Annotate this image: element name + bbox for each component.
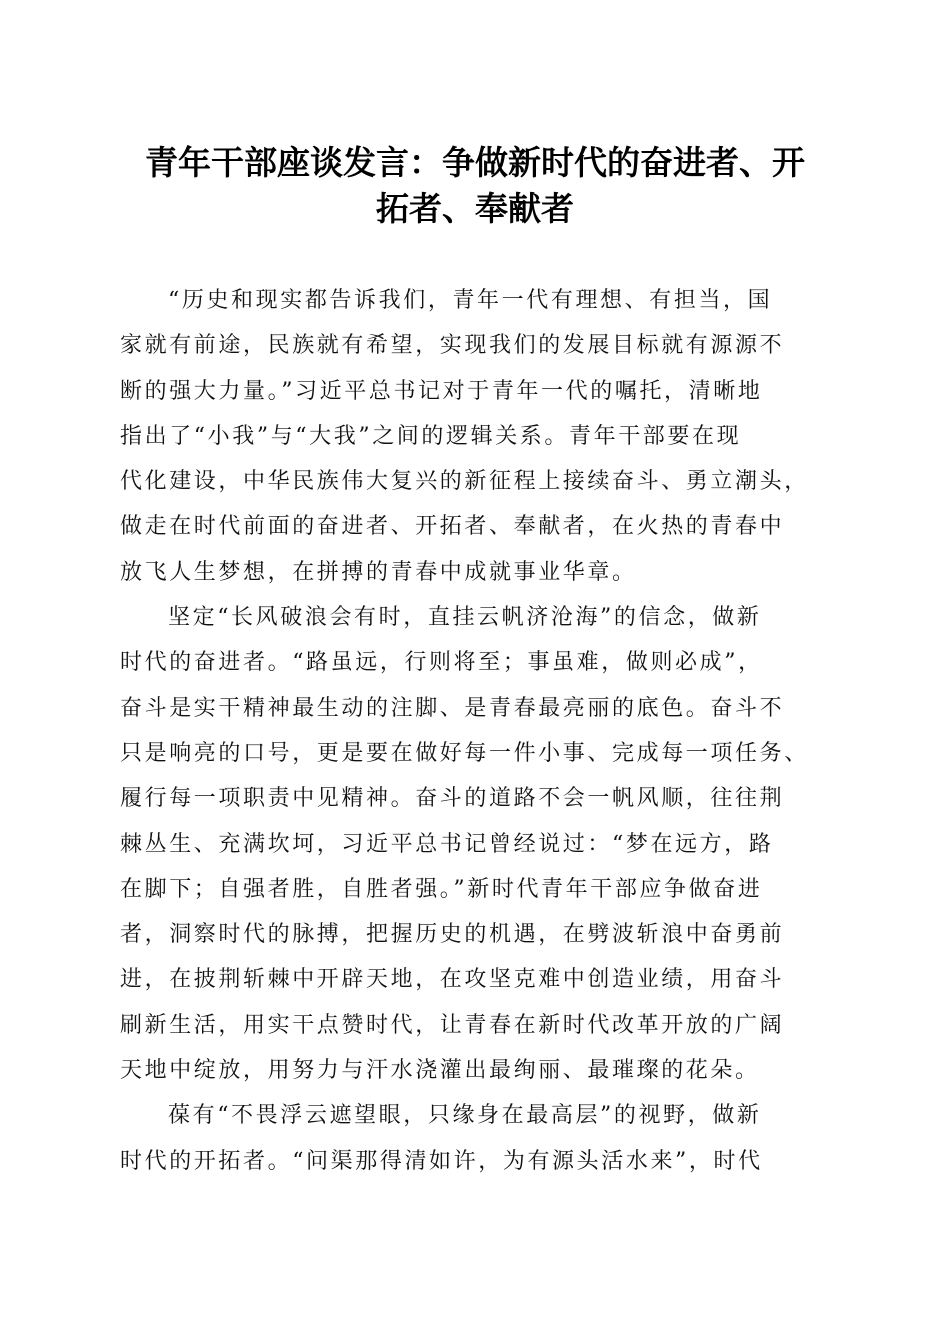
paragraph-line: 奋斗是实干精神最生动的注脚、是青春最亮丽的底色。奋斗不 — [120, 695, 785, 721]
paragraph-line: 家就有前途，民族就有希望，实现我们的发展目标就有源源不 — [120, 333, 785, 359]
paragraph-line: 时代的开拓者。“问渠那得清如许，为有源头活水来”，时代 — [120, 1148, 763, 1174]
paragraph-line: 者，洞察时代的脉搏，把握历史的机遇，在劈波斩浪中奋勇前 — [120, 922, 785, 948]
paragraph-line: 刷新生活，用实干点赞时代，让青春在新时代改革开放的广阔 — [120, 1012, 785, 1038]
document-title — [110, 140, 840, 232]
paragraph-3 — [120, 1093, 830, 1184]
paragraph-line: “历史和现实都告诉我们，青年一代有理想、有担当，国 — [168, 288, 773, 313]
paragraph-line: 时代的奋进者。“路虽远，行则将至；事虽难，做则必成”， — [120, 650, 763, 676]
paragraph-line: 放飞人生梦想，在拼搏的青春中成就事业华章。 — [120, 559, 637, 585]
paragraph-line: 断的强大力量。”习近平总书记对于青年一代的嘱托，清晰地 — [120, 378, 763, 404]
paragraph-line: 在脚下；自强者胜，自胜者强。”新时代青年干部应争做奋进 — [120, 876, 763, 902]
paragraph-line: 代化建设，中华民族伟大复兴的新征程上接续奋斗、勇立潮头， — [120, 469, 809, 495]
paragraph-line: 指出了“小我”与“大我”之间的逻辑关系。青年干部要在现 — [120, 423, 742, 449]
paragraph-line: 进，在披荆斩棘中开辟天地，在攻坚克难中创造业绩，用奋斗 — [120, 967, 785, 993]
paragraph-line: 天地中绽放，用努力与汗水浇灌出最绚丽、最璀璨的花朵。 — [120, 1058, 760, 1084]
paragraph-1 — [120, 278, 830, 595]
paragraph-line: 履行每一项职责中见精神。奋斗的道路不会一帆风顺，往往荆 — [120, 786, 785, 812]
title-line: 拓者、奉献者 — [376, 189, 574, 228]
paragraph-2 — [120, 595, 830, 1093]
paragraph-line: 葆有“不畏浮云遮望眼，只缘身在最高层”的视野，做新 — [168, 1103, 762, 1129]
title-line: 青年干部座谈发言：争做新时代的奋进者、开 — [145, 143, 805, 182]
paragraph-line: 做走在时代前面的奋进者、开拓者、奉献者，在火热的青春中 — [120, 514, 785, 540]
document-body — [120, 278, 830, 1184]
paragraph-line: 只是响亮的口号，更是要在做好每一件小事、完成每一项任务、 — [120, 740, 809, 766]
paragraph-line: 坚定“长风破浪会有时，直挂云帆济沧海”的信念，做新 — [168, 605, 762, 631]
paragraph-line: 棘丛生、充满坎坷，习近平总书记曾经说过：“梦在远方，路 — [120, 831, 774, 857]
